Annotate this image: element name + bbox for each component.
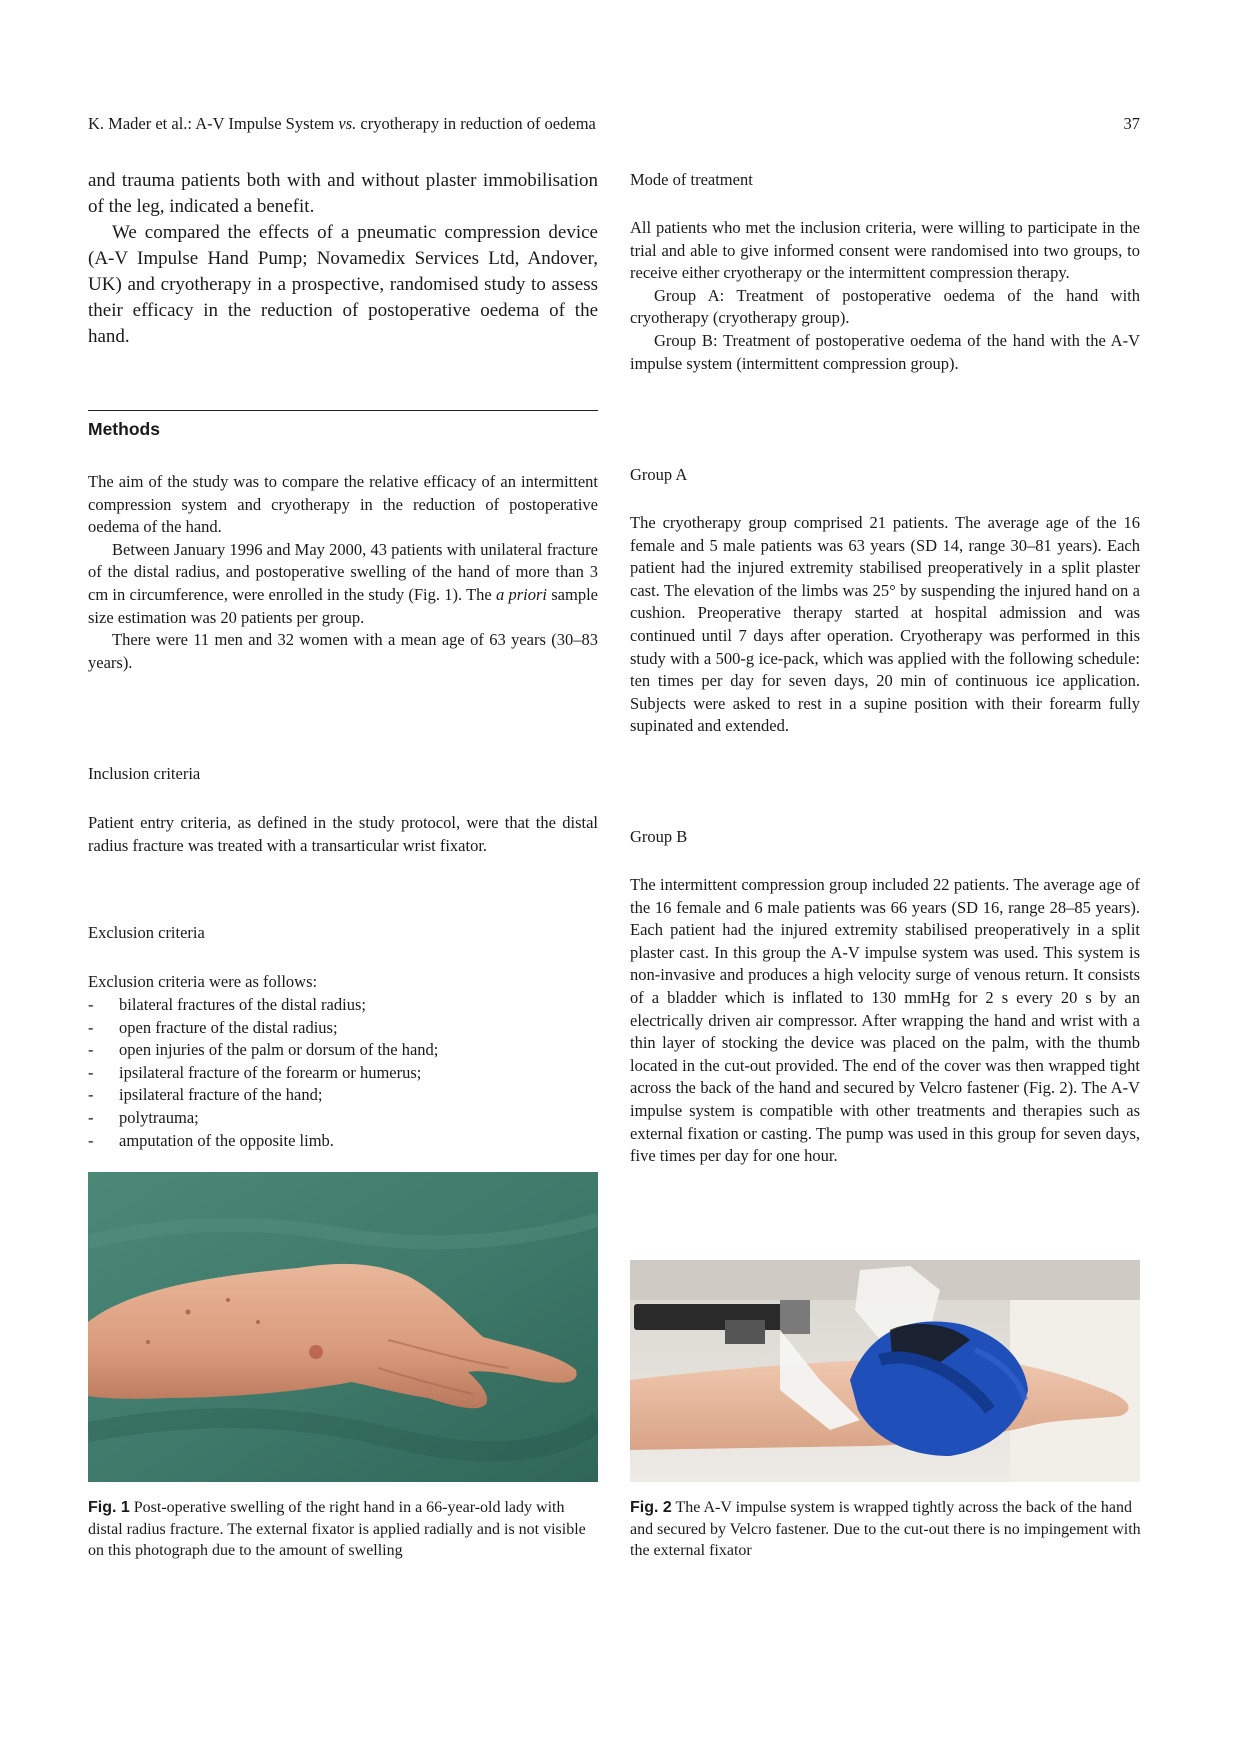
swollen-hand-photo xyxy=(88,1172,598,1482)
figure-2-photo xyxy=(630,1260,1140,1482)
methods-heading: Methods xyxy=(88,419,160,439)
list-item: - ipsilateral fracture of the forearm or humerus; xyxy=(88,1062,598,1085)
list-item: - open injuries of the palm or dorsum of the hand; xyxy=(88,1039,598,1062)
group-a-text: The cryotherapy group comprised 21 patients. The average age of the 16 female and 5 male patients was 63 years (SD 14, range 30–81 years). Each patient had the injured extremity stabilised preoperatively in a split plaster cast. The elevation of the limbs was 25° by suspending the injured hand on a cushion. Preoperative therapy started at hospital admission and was continued until 7 days after operation. Cryotherapy was performed in this study with a 500-g ice-pack, which was applied with the following schedule: ten times per day for seven days, 20 min of continuous ice application. Subjects were asked to rest in a supine position with their forearm fully supinated and extended. xyxy=(630,513,1140,736)
list-item: - amputation of the opposite limb. xyxy=(88,1130,598,1153)
list-item: - open fracture of the distal radius; xyxy=(88,1017,598,1040)
methods-paragraph-1: The aim of the study was to compare the relative efficacy of an intermittent compression system and cryotherapy in the reduction of postoperative oedema of the hand. xyxy=(88,472,598,537)
inclusion-text: Patient entry criteria, as defined in the study protocol, were that the distal radius fracture was treated with a transarticular wrist fixator. xyxy=(88,813,598,855)
group-b-text: The intermittent compression group included 22 patients. The average age of the 16 female and 6 male patients was 66 years (SD 16, range 28–85 years). Each patient had the injured extremity stabilised preoperatively in a split plaster cast. In this group the A-V impulse system was used. This system is non-invasive and produces a high velocity surge of venous return. It consists of a bladder which is inflated to 130 mmHg for 2 s every 20 s by an electrically driven air compressor. After wrapping the hand and wrist with a thin layer of stocking the device was placed on the palm, with the thumb located in the cut-out provided. The end of the cover was then wrapped tight across the back of the hand and secured by Velcro fastener (Fig. 2). The A-V impulse system is compatible with other treatments and therapies such as external fixation or casting. The pump was used in this group for seven days, five times per day for one hour. xyxy=(630,875,1140,1166)
mode-of-treatment-heading: Mode of treatment xyxy=(630,170,753,189)
mode-paragraph-3: Group B: Treatment of postoperative oedema of the hand with the A-V impulse system (intermittent compression group). xyxy=(630,330,1140,373)
mode-of-treatment-text xyxy=(630,217,1140,375)
intro-paragraph-2: We compared the effects of a pneumatic compression device (A-V Impulse Hand Pump; Novamedix Services Ltd, Andover, UK) and cryotherapy in a prospective, randomised study to assess their efficacy in the reduction of postoperative oedema of the hand. xyxy=(88,222,598,347)
figure-1-caption: Fig. 1 Post-operative swelling of the right hand in a 66-year-old lady with distal radius fracture. The external fixator is applied radially and is not visible on this photograph due to the amount of swelling xyxy=(88,1499,586,1559)
intro-paragraph-1: and trauma patients both with and without plaster immobilisation of the leg, indicated a benefit. xyxy=(88,170,598,217)
group-b-heading: Group B xyxy=(630,827,688,846)
av-impulse-device-photo xyxy=(630,1260,1140,1482)
page-number: 37 xyxy=(1123,114,1140,133)
figure-1-photo xyxy=(88,1172,598,1482)
list-item: - bilateral fractures of the distal radius; xyxy=(88,994,598,1017)
inclusion-heading: Inclusion criteria xyxy=(88,764,201,783)
methods-paragraph-2: Between January 1996 and May 2000, 43 patients with unilateral fracture of the distal radius, and postoperative swelling of the hand of more than 3 cm in circumference, were enrolled in the study (Fig. 1). The a priori sample size estimation was 20 patients per group. xyxy=(88,539,598,627)
exclusion-list xyxy=(88,994,598,1152)
list-item: - ipsilateral fracture of the hand; xyxy=(88,1084,598,1107)
methods-paragraph-3: There were 11 men and 32 women with a mean age of 63 years (30–83 years). xyxy=(88,630,598,672)
mode-paragraph-2: Group A: Treatment of postoperative oedema of the hand with cryotherapy (cryotherapy group). xyxy=(630,285,1140,328)
section-divider xyxy=(88,410,598,411)
group-a-heading: Group A xyxy=(630,465,688,484)
intro-text xyxy=(88,168,598,350)
list-item: - polytrauma; xyxy=(88,1107,598,1130)
mode-paragraph-1: All patients who met the inclusion criteria, were willing to participate in the trial and able to give informed consent were randomised into two groups, to receive either cryotherapy or the intermittent compression therapy. xyxy=(630,218,1140,283)
exclusion-intro: Exclusion criteria were as follows: xyxy=(88,972,318,991)
exclusion-heading: Exclusion criteria xyxy=(88,923,205,942)
figure-2-caption: Fig. 2 The A-V impulse system is wrapped tightly across the back of the hand and secured by Velcro fastener. Due to the cut-out there is no impingement with the external fixator xyxy=(630,1499,1141,1559)
running-title: K. Mader et al.: A-V Impulse System vs. cryotherapy in reduction of oedema xyxy=(88,114,596,133)
methods-text xyxy=(88,471,598,674)
